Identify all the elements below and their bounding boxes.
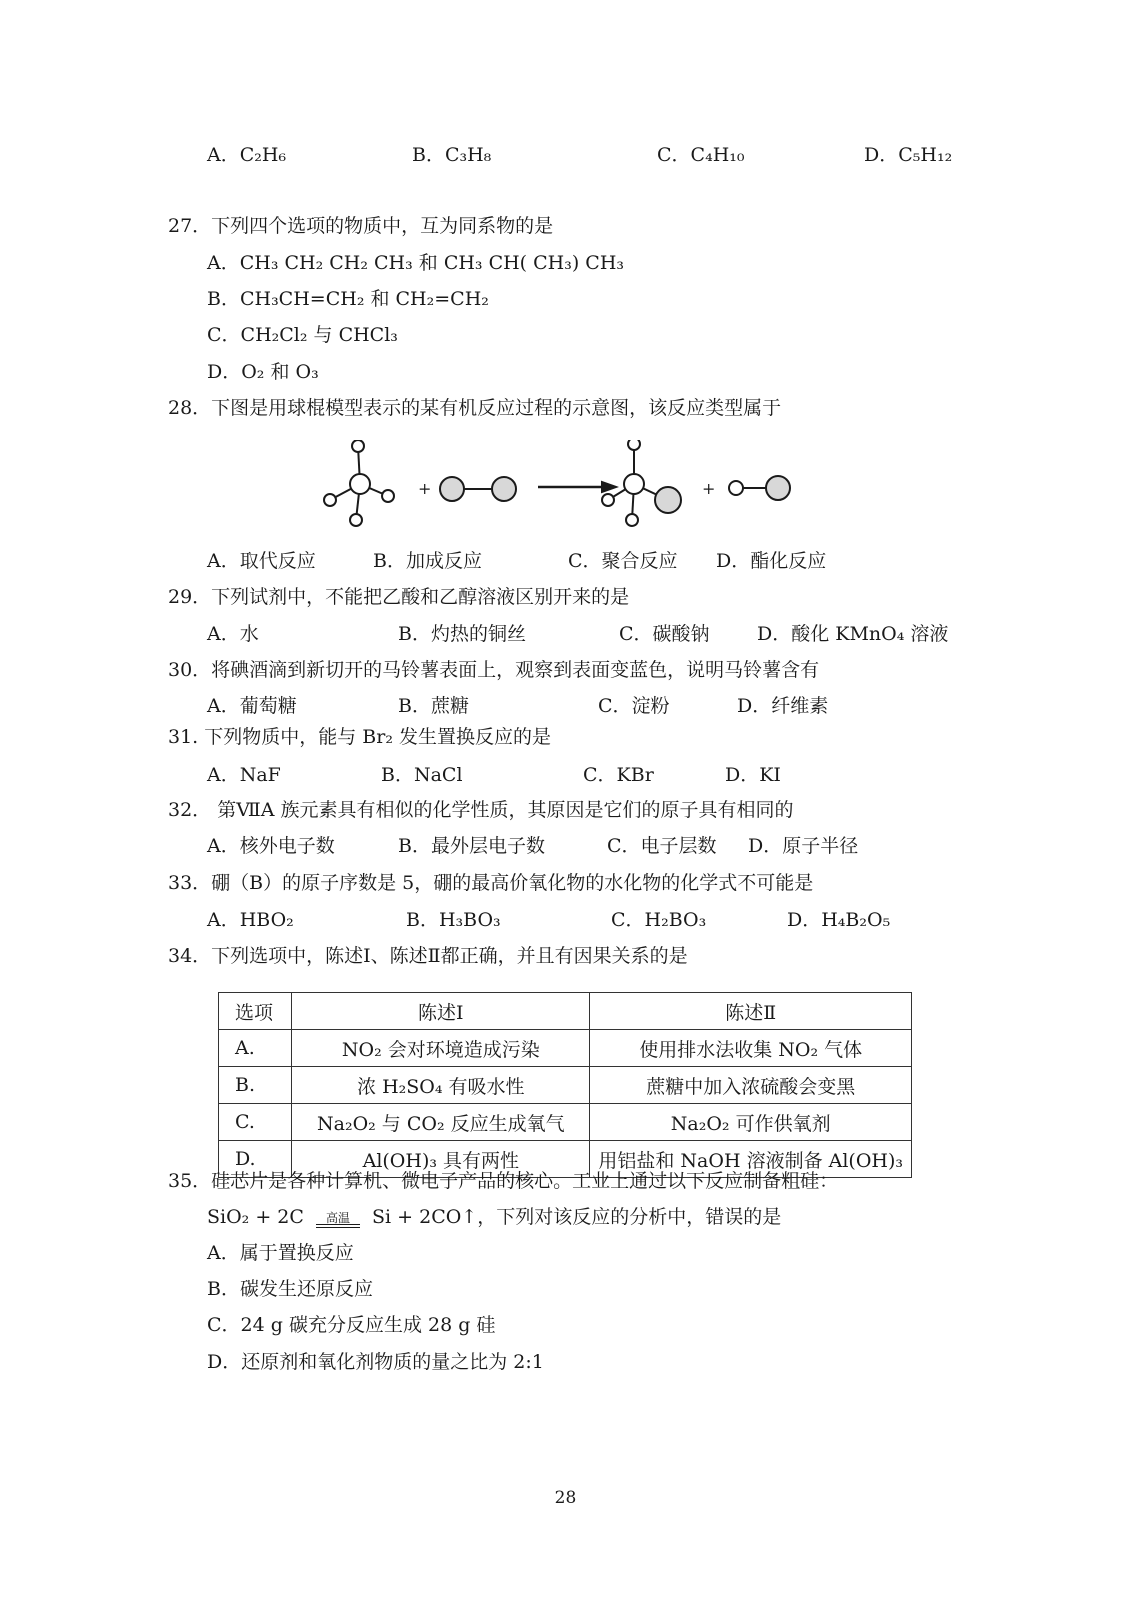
header-statement-2: 陈述Ⅱ <box>590 993 912 1030</box>
equation-right: Si + 2CO↑，下列对该反应的分析中，错误的是 <box>372 1206 782 1228</box>
q31-option-c: C．KBr <box>583 764 654 786</box>
q32-option-b: B．最外层电子数 <box>398 835 545 857</box>
q31-option-a: A．NaF <box>207 764 281 786</box>
q35-stem: 35．硅芯片是各种计算机、微电子产品的核心。工业上通过以下反应制备粗硅： <box>168 1170 839 1192</box>
q35-option-c: C．24 g 碳充分反应生成 28 g 硅 <box>207 1314 496 1336</box>
q31-option-b: B．NaCl <box>381 764 463 786</box>
plus-sign-2: + <box>702 479 716 498</box>
q30-option-c: C．淀粉 <box>598 695 670 717</box>
plus-sign-1: + <box>418 479 432 498</box>
q35-equation <box>207 1205 781 1229</box>
q26-option-d: D．C₅H₁₂ <box>864 144 953 166</box>
table-header-row <box>219 993 912 1030</box>
q26-option-c: C．C₄H₁₀ <box>657 144 745 166</box>
q27-option-c: C．CH₂Cl₂ 与 CHCl₃ <box>207 324 398 346</box>
row-statement-2: 使用排水法收集 NO₂ 气体 <box>590 1030 912 1067</box>
q35-option-a: A．属于置换反应 <box>207 1242 354 1264</box>
q28-option-c: C．聚合反应 <box>568 550 678 572</box>
q33-stem: 33．硼（B）的原子序数是 5，硼的最高价氧化物的水化物的化学式不可能是 <box>168 872 814 894</box>
halogen-molecule <box>440 477 516 501</box>
table-row <box>219 1067 912 1104</box>
row-statement-2: 用铝盐和 NaOH 溶液制备 Al(OH)₃ <box>590 1141 912 1178</box>
q34-table <box>218 992 912 1178</box>
row-statement-1: NO₂ 会对环境造成污染 <box>292 1030 590 1067</box>
q27-option-d: D．O₂ 和 O₃ <box>207 361 319 383</box>
q29-option-a: A．水 <box>207 623 259 645</box>
q33-option-c: C．H₂BO₃ <box>611 909 707 931</box>
row-label: C. <box>219 1104 292 1141</box>
equation-condition <box>316 1208 360 1228</box>
hydrogen-halide-molecule <box>729 476 790 500</box>
row-statement-1: 浓 H₂SO₄ 有吸水性 <box>292 1067 590 1104</box>
q28-option-a: A．取代反应 <box>207 550 316 572</box>
table-row <box>219 1030 912 1067</box>
q35-option-b: B．碳发生还原反应 <box>207 1278 373 1300</box>
q29-option-b: B．灼热的铜丝 <box>398 623 526 645</box>
q28-stem: 28．下图是用球棍模型表示的某有机反应过程的示意图，该反应类型属于 <box>168 397 782 419</box>
header-statement-1: 陈述Ⅰ <box>292 993 590 1030</box>
equation-left: SiO₂ + 2C <box>207 1206 304 1228</box>
page-number: 28 <box>554 1488 577 1508</box>
reaction-ball-stick-diagram <box>320 440 800 540</box>
q33-option-a: A．HBO₂ <box>207 909 294 931</box>
q27-stem: 27．下列四个选项的物质中，互为同系物的是 <box>168 215 554 237</box>
q29-stem: 29．下列试剂中，不能把乙酸和乙醇溶液区别开来的是 <box>168 586 630 608</box>
q33-option-b: B．H₃BO₃ <box>406 909 501 931</box>
halomethane-molecule <box>602 440 681 526</box>
q29-option-d: D．酸化 KMnO₄ 溶液 <box>757 623 949 645</box>
methane-molecule <box>324 440 394 526</box>
q33-option-d: D．H₄B₂O₅ <box>787 909 891 931</box>
row-statement-2: Na₂O₂ 可作供氧剂 <box>590 1104 912 1141</box>
q31-stem: 31. 下列物质中，能与 Br₂ 发生置换反应的是 <box>168 726 551 748</box>
q30-stem: 30．将碘酒滴到新切开的马铃薯表面上，观察到表面变蓝色，说明马铃薯含有 <box>168 659 820 681</box>
table-row <box>219 1104 912 1141</box>
q26-option-b: B．C₃H₈ <box>412 144 492 166</box>
q27-option-b: B．CH₃CH=CH₂ 和 CH₂=CH₂ <box>207 288 489 310</box>
row-statement-2: 蔗糖中加入浓硫酸会变黑 <box>590 1067 912 1104</box>
equals-lines <box>316 1224 360 1228</box>
row-statement-1: Na₂O₂ 与 CO₂ 反应生成氧气 <box>292 1104 590 1141</box>
condition-label: 高温 <box>325 1211 350 1225</box>
q29-option-c: C．碳酸钠 <box>619 623 710 645</box>
row-statement-1: Al(OH)₃ 具有两性 <box>292 1141 590 1178</box>
q28-option-b: B．加成反应 <box>373 550 482 572</box>
row-label: A. <box>219 1030 292 1067</box>
row-label: D. <box>219 1141 292 1178</box>
q27-option-a: A．CH₃ CH₂ CH₂ CH₃ 和 CH₃ CH( CH₃) CH₃ <box>207 252 625 274</box>
q32-stem: 32． 第ⅦA 族元素具有相似的化学性质，其原因是它们的原子具有相同的 <box>168 799 794 821</box>
q32-option-c: C．电子层数 <box>607 835 717 857</box>
q30-option-d: D．纤维素 <box>737 695 829 717</box>
q32-option-d: D．原子半径 <box>748 835 859 857</box>
q31-option-d: D．KI <box>725 764 781 786</box>
q26-option-a: A．C₂H₆ <box>207 144 287 166</box>
q35-option-d: D．还原剂和氧化剂物质的量之比为 2:1 <box>207 1351 544 1373</box>
header-option: 选项 <box>219 993 292 1030</box>
q32-option-a: A．核外电子数 <box>207 835 335 857</box>
q28-option-d: D．酯化反应 <box>716 550 827 572</box>
q30-option-a: A．葡萄糖 <box>207 695 297 717</box>
q30-option-b: B．蔗糖 <box>398 695 469 717</box>
q34-stem: 34．下列选项中，陈述Ⅰ、陈述Ⅱ都正确，并且有因果关系的是 <box>168 945 688 967</box>
row-label: B. <box>219 1067 292 1104</box>
